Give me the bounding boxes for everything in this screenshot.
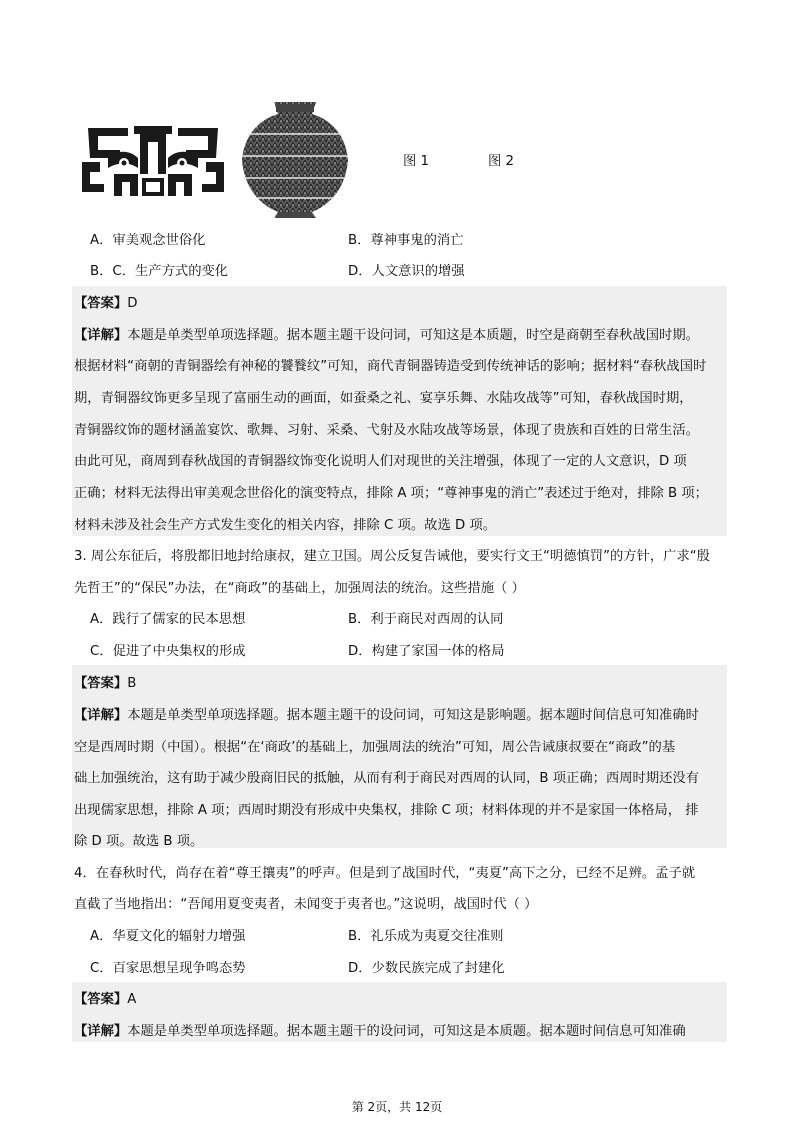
q2-detail-line-3: 期，青铜器纹饰更多呈现了富丽生动的画面，如蚕桑之礼、宴享乐舞、水陆攻战等”可知，春秋战国时期， xyxy=(74,391,693,406)
q4-option-b: B．礼乐成为夷夏交往准则 xyxy=(348,929,504,944)
q3-detail-line-3: 础上加强统治，这有助于减少殷商旧民的抵触，从而有利于商民对西周的认同，B 项正确；西周时期还没有 xyxy=(74,771,700,786)
q3-detail-line-1: 【详解】本题是单类型单项选择题。据本题主题干的设问词，可知这是影响题。据本题时间信息可知准确时 xyxy=(74,708,699,723)
taotie-pattern-image xyxy=(78,122,228,200)
q2-option-a: A．审美观念世俗化 xyxy=(90,233,206,248)
q3-options-row-1 xyxy=(90,608,690,628)
q3-detail-line-2: 空是西周时期（中国）。根据“在‘商政’的基础上，加强周法的统治”可知，周公告诫康叔要在“商政”的基 xyxy=(74,740,676,755)
q2-options-row-2 xyxy=(90,260,690,280)
q2-option-d: D．人文意识的增强 xyxy=(348,264,465,279)
q2-detail-line-5: 由此可见，商周到春秋战国的青铜器纹饰变化说明人们对现世的关注增强，体现了一定的人文意识，D 项 xyxy=(74,454,687,469)
page-footer: 第 2页，共 12页 xyxy=(351,1100,443,1114)
q4-options-row-2 xyxy=(90,957,690,977)
q3-detail-line-5: 除 D 项。故选 B 项。 xyxy=(74,834,204,849)
figure-1-label: 图 1 xyxy=(403,154,429,169)
q4-option-c: C．百家思想呈现争鸣态势 xyxy=(90,961,246,976)
q2-detail-line-1: 【详解】本题是单类型单项选择题。据本题主题干设问词，可知这是本质题，时空是商朝至春秋战国时期。 xyxy=(74,328,699,343)
q4-option-a: A．华夏文化的辐射力增强 xyxy=(90,929,246,944)
q3-option-c: C．促进了中央集权的形成 xyxy=(90,644,246,659)
q3-options-row-2 xyxy=(90,640,690,660)
q3-option-d: D．构建了家国一体的格局 xyxy=(348,644,505,659)
q3-stem-line-2: 先哲王”的“保民”办法，在“商政”的基础上，加强周法的统治。这些措施（ ） xyxy=(74,581,525,596)
q4-detail-line-1: 【详解】本题是单类型单项选择题。据本题主题干的设问词，可知这是本质题。据本题时间信息可知准确 xyxy=(74,1024,686,1039)
q2-detail-line-2: 根据材料“商朝的青铜器绘有神秘的饕餮纹”可知，商代青铜器铸造受到传统神话的影响；据材料“春秋战国时 xyxy=(74,359,707,374)
q4-stem-line-2: 直截了当地指出：“吾闻用夏变夷者，未闻变于夷者也。”这说明，战国时代（ ） xyxy=(74,897,538,912)
q3-option-b: B．利于商民对西周的认同 xyxy=(348,612,504,627)
q3-stem-line-1: 3. 周公东征后，将殷都旧地封给康叔，建立卫国。周公反复告诫他，要实行文王“明德慎罚”的方针，广求“殷 xyxy=(74,549,710,564)
q2-answer: 【答案】D xyxy=(74,296,138,311)
q3-option-a: A．践行了儒家的民本思想 xyxy=(90,612,246,627)
q2-detail-line-4: 青铜器纹饰的题材涵盖宴饮、歌舞、习射、采桑、弋射及水陆攻战等场景，体现了贵族和百姓的日常生活。 xyxy=(74,423,699,438)
figure-2-label: 图 2 xyxy=(488,154,514,169)
bronze-vessel-image xyxy=(236,100,354,220)
q3-detail-line-4: 出现儒家思想，排除 A 项；西周时期没有形成中央集权，排除 C 项；材料体现的并不是家国一体格局， 排 xyxy=(74,803,699,818)
q3-answer-shade xyxy=(72,665,727,848)
q2-option-c: B．C．生产方式的变化 xyxy=(90,264,229,279)
q4-option-d: D．少数民族完成了封建化 xyxy=(348,961,505,976)
q4-stem-line-1: 4．在春秋时代，尚存在着“尊王攘夷”的呼声。但是到了战国时代，“夷夏”高下之分，已经不足辨。孟子就 xyxy=(74,866,696,881)
q2-options-row-1 xyxy=(90,229,690,249)
q2-detail-line-6: 正确；材料无法得出审美观念世俗化的演变特点，排除 A 项；“尊神事鬼的消亡”表述过于绝对，排除 B 项； xyxy=(74,486,708,501)
q2-option-b: B．尊神事鬼的消亡 xyxy=(348,233,464,248)
q4-answer: 【答案】A xyxy=(74,992,137,1007)
figures-row xyxy=(78,96,678,220)
q3-answer: 【答案】B xyxy=(74,676,137,691)
q2-detail-line-7: 材料未涉及社会生产方式发生变化的相关内容，排除 C 项。故选 D 项。 xyxy=(74,518,497,533)
q4-options-row-1 xyxy=(90,925,690,945)
